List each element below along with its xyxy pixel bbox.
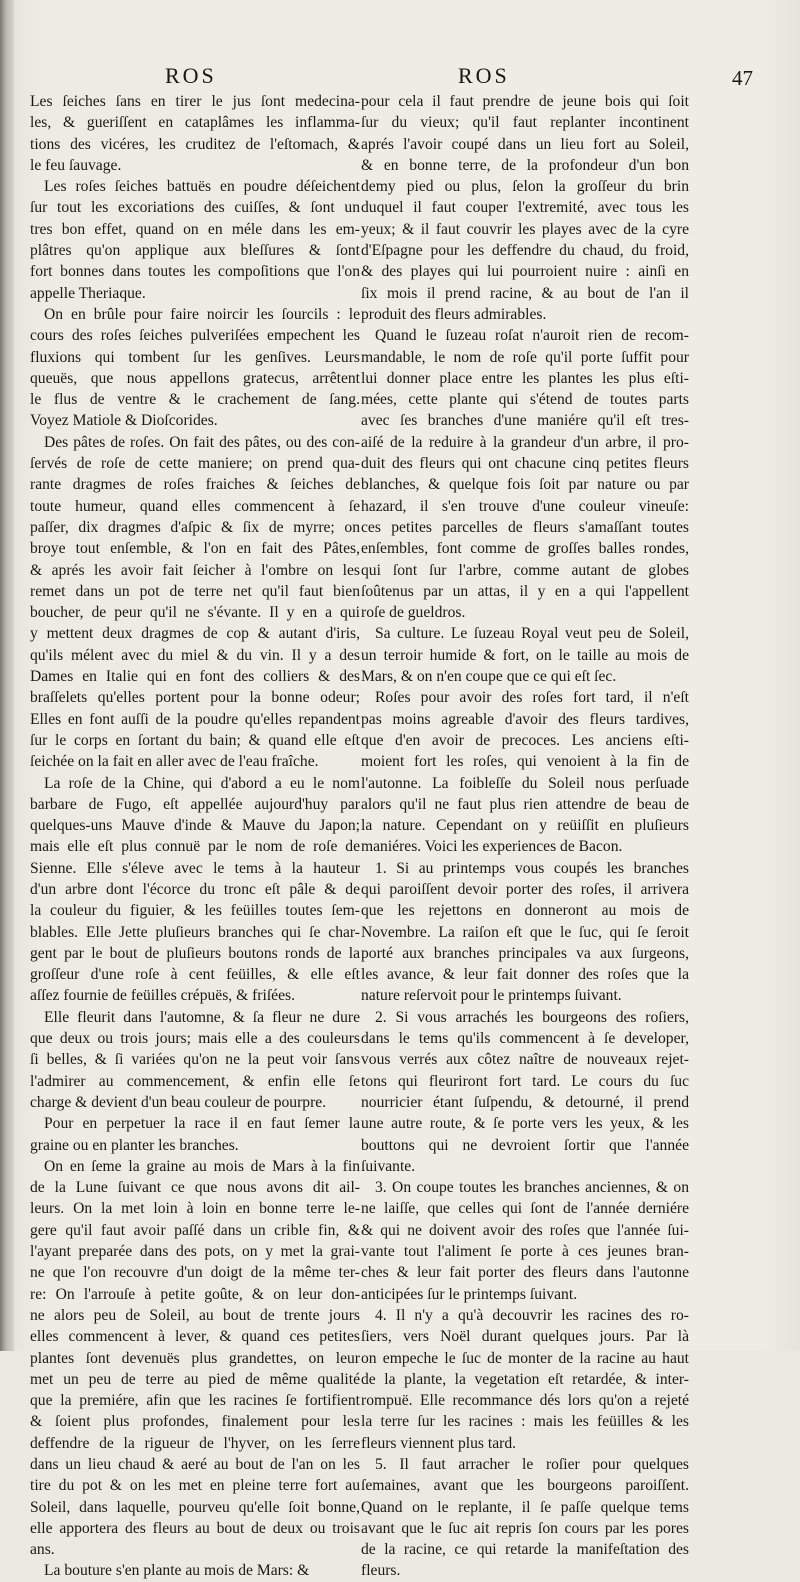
paragraph (361, 325, 689, 623)
text-line: fluxions qui tombent ſur les genſives. Leurs (30, 348, 360, 366)
text-line: Dames en Italie qui en font des colliers & des (30, 668, 360, 686)
text-line: vante tout l'aliment ſe porte à ces jeunes bran- (361, 1243, 689, 1261)
text-line: on empeche le ſuc de monter de la racine au haut (361, 1349, 689, 1367)
text-line: avant que le ſuc ait repris ſon cours par les pores (361, 1519, 689, 1537)
text-line: Les roſes ſeiches battuës en poudre déſeichent (44, 178, 360, 196)
text-line: que d'en avoir de precoces. Les anciens eſti- (361, 731, 689, 749)
text-line: avec ſes branches d'une maniére qu'il eſt tres- (361, 412, 689, 430)
text-line: rante dragmes de roſes fraiches & ſeiches de (30, 476, 360, 494)
page-number: 47 (732, 66, 753, 90)
text-line: quelques-uns Mauve d'inde & Mauve du Japon; (30, 817, 360, 835)
paragraph (30, 432, 360, 773)
text-line: le flus de ventre & le crachement de ſang. (30, 391, 360, 409)
text-line: aſſez fournie de feüilles crépuës, & friſées. (30, 987, 295, 1005)
running-head-left: ROS (165, 63, 217, 88)
text-line: bouttons qui ne devroient ſortir que l'année (361, 1136, 689, 1154)
text-line: un terroir humide & fort, on le taille au mois de (361, 646, 689, 664)
text-line: ces petites parcelles de fleurs s'amaſſant toutes (361, 518, 689, 536)
text-line: ne alors peu de Soleil, au bout de trente jours (30, 1306, 360, 1324)
paragraph (361, 623, 689, 687)
text-line: hazard, il s'en trouve d'une couleur vineuſe: (361, 497, 689, 515)
text-line: ches & leur fait porter des fleurs dans l'autonne (361, 1264, 689, 1282)
text-line: l'admirer au commencement, & enfin elle ſe (30, 1072, 360, 1090)
text-line: ſi belles, & ſi variées qu'on ne la peut voir ſans (30, 1051, 360, 1069)
text-line: Les ſeiches ſans en tirer le jus ſont medecina- (30, 93, 360, 110)
text-line: plantes ſont devenuës plus grandettes, on leur (30, 1349, 360, 1367)
text-line: ne laiſſe, que celles qui ſont de l'année derniére (361, 1200, 689, 1218)
running-head-right: ROS (458, 63, 510, 88)
paragraph (30, 304, 360, 432)
text-line: nature reſervoit pour le printemps ſuivant. (361, 987, 622, 1005)
text-line: qui paroiſſent devoir porter des roſes, il arrivera (361, 880, 689, 898)
paragraph (30, 773, 360, 1007)
text-line: d'Eſpagne pour les deffendre du chaud, du froid, (361, 242, 689, 260)
text-line: duit des fleurs qui ont chacune cinq petites fleurs (361, 455, 689, 473)
text-line: les, & gueriſſent en cataplâmes les inflamma- (30, 114, 360, 132)
left-column (30, 91, 360, 1582)
text-line: elle apportera des fleurs au bout de deux ou trois (30, 1519, 360, 1537)
text-line: ſemaines, avant que les bourgeons paroiſſent. (361, 1477, 689, 1495)
text-line: ſervés de roſe de cette maniere; on prend qua- (30, 455, 360, 473)
text-line: blables. Elle Jette pluſieurs branches qui ſe char- (30, 923, 360, 941)
text-line: Sa culture. Le ſuzeau Royal veut peu de Soleil, (375, 625, 689, 643)
text-line: Elle fleurit dans l'automne, & ſa fleur ne dure (44, 1008, 360, 1026)
text-line: toute humeur, quand elles commencent à ſe (30, 497, 360, 515)
text-line: 3. On coupe toutes les branches anciennes, & on (375, 1179, 689, 1197)
text-line: broye tout enſemble, & l'on en fait des Pâtes, (30, 540, 360, 558)
text-line: y mettent deux dragmes de cop & autant d'iris, (30, 625, 360, 643)
text-line: duquel il faut couper l'extremité, avec tous les (361, 199, 689, 217)
text-line: & ſoient plus profondes, finalement pour les (30, 1413, 360, 1431)
text-line: gere qu'il faut avoir paſſé dans un crible fin, & (30, 1221, 360, 1239)
text-line: tons qui fleuriront fort tard. Le cours du ſuc (361, 1072, 689, 1090)
text-line: tions des vicéres, les cruditez de l'eſtomach, & (30, 135, 360, 153)
paragraph (30, 91, 360, 176)
text-line: Novembre. La raiſon eſt que le ſuc, qui ſe ſeroit (361, 923, 689, 941)
paragraph (361, 1454, 689, 1582)
text-line: pas moins agreable d'avoir des fleurs tardives, (361, 710, 689, 728)
text-line: le feu ſauvage. (30, 156, 122, 174)
text-line: 1. Si au printemps vous coupés les branches (375, 859, 689, 877)
text-line: que la premiére, afin que les racines ſe fortifient (30, 1392, 360, 1410)
text-line: l'ayant preparée dans des pots, on y met la grai- (30, 1243, 360, 1261)
text-line: plâtres qu'on applique aux bleſſures & ſont (30, 242, 360, 260)
text-line: enſembles, font comme de groſſes balles rondes, (361, 540, 689, 558)
text-line: ſur le corps en ſortant du bain; & quand elle eſt (30, 731, 360, 749)
text-line: la nature. Cependant on y reüiſſit en pluſieurs (361, 817, 689, 835)
paragraph (361, 1007, 689, 1177)
text-line: gent par le bout de pluſieurs boutons ronds de la (30, 944, 360, 962)
text-line: qu'ils mélent avec du miel & du vin. Il y a des (30, 646, 360, 664)
text-line: La bouture s'en plante au mois de Mars: & (44, 1562, 310, 1580)
text-line: ſix mois il prend racine, & au bout de l'an il (361, 284, 689, 302)
text-line: 5. Il faut arracher le roſier pour quelques (375, 1456, 689, 1473)
paragraph (361, 1177, 689, 1305)
text-line: fort bonnes dans toutes les compoſitions que l'on (30, 263, 360, 281)
text-line: la terre ſur les racines : mais les feüilles & les (361, 1413, 689, 1431)
text-line: graine ou en planter les branches. (30, 1136, 239, 1154)
paragraph (30, 1113, 360, 1156)
text-line: met un peu de terre au pied de même qualité (30, 1370, 360, 1388)
text-line: ſur tout les excoriations des cuiſſes, & ſont un (30, 199, 360, 217)
text-line: deffendre de la rigueur de l'hyver, on les ſerre (30, 1434, 360, 1452)
text-line: Roſes pour avoir des roſes fort tard, il n'eſt (375, 689, 689, 707)
paragraph (361, 687, 689, 857)
text-line: d'un arbre dont l'écorce du tronc eſt pâle & de (30, 880, 360, 898)
text-line: 2. Si vous arrachés les bourgeons des roſiers, (375, 1008, 689, 1026)
text-line: On en brûle pour faire noircir les ſourcils : le (44, 305, 360, 323)
text-line: tres bon effet, quand on en méle dans les em- (30, 220, 360, 238)
text-line: maniéres. Voici les experiences de Bacon. (361, 838, 623, 856)
text-line: & aprés les avoir fait ſeicher à l'ombre on les (30, 561, 360, 579)
text-line: nourricier étant ſuſpendu, & detourné, il prend (361, 1093, 689, 1111)
text-line: ne que l'on recouvre d'un doigt de la même ter- (30, 1264, 360, 1282)
text-line: que deux ou trois jours; mais elle a des couleurs (30, 1030, 360, 1048)
text-line: boucher, de peur qu'il ne s'évante. Il y en a qui (30, 604, 360, 622)
text-line: Voyez Matiole & Dioſcorides. (30, 412, 218, 430)
text-line: mais elle eſt plus connuë par le nom de roſe de (30, 838, 360, 856)
page-gutter-shadow (0, 0, 14, 1351)
text-line: ſuivante. (361, 1157, 416, 1175)
text-line: paſſer, dix dragmes d'aſpic & ſix de myrre; on (30, 518, 360, 536)
text-line: queuës, que nous appellons gratecus, arrêtent (30, 369, 360, 387)
text-line: Des pâtes de roſes. On fait des pâtes, ou des con- (44, 433, 360, 451)
text-line: barbare de Fugo, eſt appellée aujourd'huy par (30, 795, 360, 813)
text-line: ſiers, vers Noël durant quelques jours. Par là (361, 1328, 689, 1346)
text-line: remet dans un pot de terre net qu'il faut bien (30, 582, 360, 600)
text-line: On en ſeme la graine au mois de Mars à la fin (44, 1157, 360, 1175)
text-line: charge & devient d'un beau couleur de pourpre. (30, 1093, 327, 1111)
text-line: lui donner place entre les plantes les plus eſti- (361, 369, 689, 387)
text-line: de la Lune ſuivant ce que nous avons dit ail- (30, 1179, 360, 1197)
text-line: appelle Theriaque. (30, 284, 146, 302)
text-line: Sienne. Elle s'éleve avec le tems à la hauteur (30, 859, 360, 877)
text-line: 4. Il n'y a qu'à decouvrir les racines des ro- (375, 1306, 689, 1324)
text-line: re: On l'arrouſe à petite goûte, & on leur don- (30, 1285, 360, 1303)
text-line: rompuë. Elle recommance dés lors qu'on a rejeté (361, 1392, 689, 1410)
text-line: blanches, & quelque fois ſoit par nature ou par (361, 476, 689, 494)
text-line: l'autonne. La foibleſſe du Soleil nous perſuade (361, 774, 689, 792)
paragraph (361, 1305, 689, 1454)
text-line: dans le tems qu'ils commencent à ſe developer, (361, 1030, 689, 1048)
text-line: mandable, le nom de roſe qu'il porte ſuffit pour (361, 348, 689, 366)
text-line: Pour en perpetuer la race il en faut ſemer la (44, 1115, 360, 1133)
text-line: de la plante, la vegetation eſt retardée, & inter- (361, 1370, 689, 1388)
text-line: tire du pot & on les met en pleine terre fort au (30, 1477, 360, 1495)
paragraph (30, 1560, 360, 1581)
text-line: leurs. On la met loin à loin en bonne terre le- (30, 1200, 360, 1218)
text-line: yeux; & il faut couvrir les playes avec de la cyre (361, 220, 689, 238)
text-line: anticipées ſur le printemps ſuivant. (361, 1285, 578, 1303)
paragraph (30, 1156, 360, 1561)
text-line: braſſelets qu'elles portent pour la bonne odeur; (30, 689, 360, 707)
text-line: qui ſont ſur l'arbre, comme autant de globes (361, 561, 689, 579)
text-line: & qui ne doivent avoir des roſes que l'année ſui- (361, 1221, 689, 1239)
text-line: dans un lieu chaud & aeré au bout de l'an on les (30, 1456, 360, 1473)
text-line: la couleur du figuier, & les feüilles toutes ſem- (30, 902, 360, 920)
text-line: une autre route, & ſe porte vers les yeux, & les (361, 1115, 689, 1133)
text-line: aprés l'avoir coupé dans un lieu fort au Soleil, (361, 135, 689, 153)
text-line: fleurs viennent plus tard. (361, 1434, 517, 1452)
text-line: elles commencent à lever, & quand ces petites (30, 1328, 360, 1346)
text-line: roſe de gueldros. (361, 604, 466, 622)
text-line: de la racine, ce qui retarde la manifeſtation des (361, 1541, 689, 1559)
text-line: cours des roſes ſeiches pulveriſées empechent les (30, 327, 360, 345)
paragraph (30, 1007, 360, 1113)
text-line: fleurs. (361, 1562, 401, 1580)
text-line: porté aux branches principales va aux ſurgeons, (361, 944, 689, 962)
text-line: pour cela il faut prendre de jeune bois qui ſoit (361, 93, 689, 110)
text-line: aiſé de la reduire à la grandeur d'un arbre, il pro- (361, 433, 689, 451)
text-line: Quand on le replante, il ſe paſſe quelque tems (361, 1498, 689, 1516)
text-line: ſeichée on la fait en aller avec de l'eau fraîche. (30, 753, 319, 771)
text-line: & des playes qui lui pourroient nuire : ainſi en (361, 263, 689, 281)
text-line: les avance, & leur fait donner des roſes que la (361, 966, 689, 984)
text-line: & en bonne terre, de la profondeur d'un bon (361, 156, 689, 174)
paragraph (30, 176, 360, 304)
text-line: Elles en font auſſi de la poudre qu'elles repandent (30, 710, 360, 728)
text-line: ſur du vieux; qu'il faut replanter incontinent (361, 114, 689, 132)
text-line: vous verrés aux côtez naître de nouveaux rejet- (361, 1051, 689, 1069)
text-line: Mars, & on n'en coupe que ce qui eſt ſec. (361, 668, 617, 686)
text-line: mées, cette plante qui s'étend de toutes parts (361, 391, 689, 409)
text-line: groſſeur d'une roſe à cent feüilles, & elle eſt (30, 966, 360, 984)
text-line: Soleil, dans laquelle, pourveu qu'elle ſoit bonne, (30, 1498, 360, 1516)
text-line: moient fort les roſes, qui venoient à la fin de (361, 753, 689, 771)
paragraph (361, 91, 689, 325)
right-column (361, 91, 689, 1582)
paragraph (361, 858, 689, 1007)
text-line: ans. (30, 1541, 55, 1559)
text-line: Quand le ſuzeau roſat n'auroit rien de recom- (375, 327, 689, 345)
text-line: que les rejettons en donneront au mois de (361, 902, 689, 920)
text-line: alors qu'il ne faut plus rien attendre de beau de (361, 795, 689, 813)
text-line: produit des fleurs admirables. (361, 305, 547, 323)
text-line: ſoûtenus par un attas, il y en a qui l'appellent (361, 582, 689, 600)
text-line: La roſe de la Chine, qui d'abord a eu le nom (44, 774, 360, 792)
text-line: demy pied ou plus, ſelon la groſſeur du brin (361, 178, 689, 196)
